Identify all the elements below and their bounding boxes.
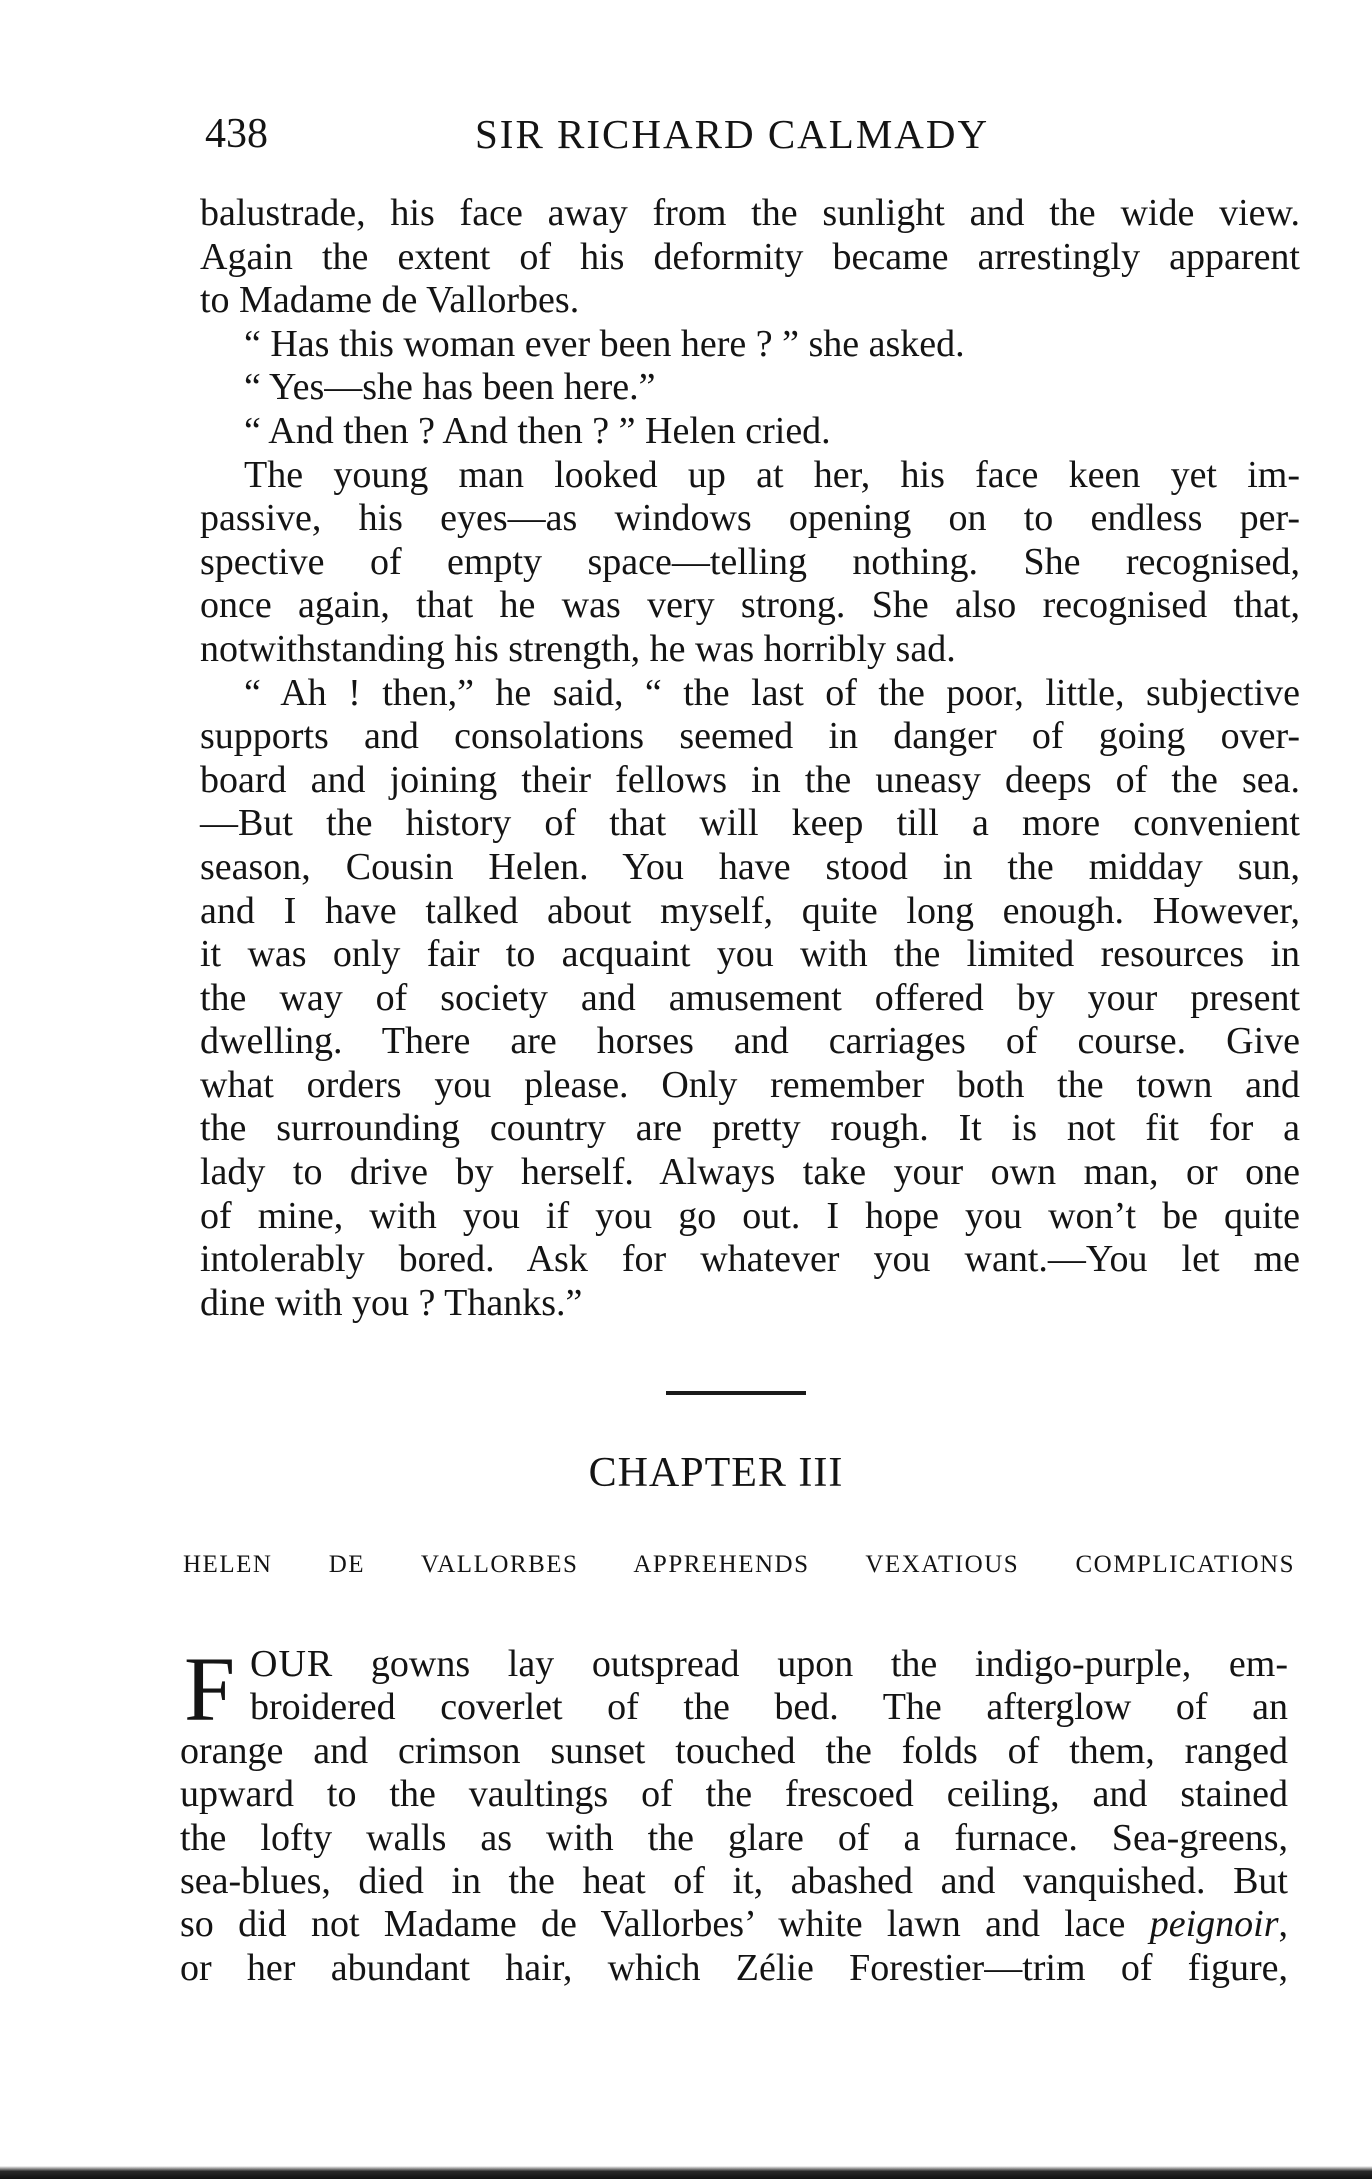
body-line: “ Ah ! then,” he said, “ the last of the poor, little, subjective [244, 671, 1300, 714]
body-line: the way of society and amusement offered by your present [200, 976, 1300, 1019]
body-line: “ Yes—she has been here.” [244, 366, 656, 409]
chapter-line: upward to the vaultings of the frescoed ceiling, and stained [180, 1773, 1288, 1816]
section-divider [666, 1391, 806, 1395]
running-title: SIR RICHARD CALMADY [475, 111, 990, 157]
body-line: once again, that he was very strong. She also recognised that, [200, 584, 1300, 627]
chapter-line: broidered coverlet of the bed. The afterglow of an [250, 1686, 1288, 1729]
body-line: passive, his eyes—as windows opening on to endless per- [200, 497, 1300, 540]
body-text [200, 192, 1300, 1325]
body-line: and I have talked about myself, quite long enough. However, [200, 889, 1300, 932]
chapter-subtitle: HELEN DE VALLORBES APPREHENDS VEXATIOUS COMPLICATIONS [183, 1551, 1295, 1578]
body-line: the surrounding country are pretty rough. It is not fit for a [200, 1107, 1300, 1150]
body-line: The young man looked up at her, his face keen yet im- [244, 453, 1300, 496]
body-line: balustrade, his face away from the sunlight and the wide view. [200, 192, 1300, 234]
body-line: to Madame de Vallorbes. [200, 279, 580, 322]
body-line: lady to drive by herself. Always take your own man, or one [200, 1151, 1300, 1194]
chapter-line [180, 1903, 1288, 1946]
body-line: dine with you ? Thanks.” [200, 1281, 583, 1324]
body-line: what orders you please. Only remember both the town and [200, 1063, 1300, 1106]
drop-cap-paragraph-start [180, 1638, 1288, 1740]
body-line: —But the history of that will keep till a more convenient [200, 802, 1300, 845]
body-line: “ And then ? And then ? ” Helen cried. [244, 409, 831, 452]
running-head [205, 104, 1315, 164]
body-line: board and joining their fellows in the uneasy deeps of the sea. [200, 758, 1300, 801]
body-line: supports and consolations seemed in danger of going over- [200, 715, 1300, 758]
body-line: it was only fair to acquaint you with the limited resources in [200, 933, 1300, 976]
line-punctuation: , [1278, 1903, 1288, 1946]
body-line: of mine, with you if you go out. I hope you won’t be quite [200, 1194, 1300, 1237]
italic-word: peignoir [1149, 1903, 1279, 1946]
body-line: season, Cousin Helen. You have stood in the midday sun, [200, 845, 1300, 888]
drop-cap: F [184, 1638, 236, 1740]
page-bottom-edge [0, 2166, 1372, 2179]
chapter-line: or her abundant hair, which Zélie Forestier—trim of figure, [180, 1946, 1288, 1989]
body-line: spective of empty space—telling nothing. She recognised, [200, 540, 1300, 583]
chapter-line: the lofty walls as with the glare of a furnace. Sea-greens, [180, 1816, 1288, 1859]
body-line: Again the extent of his deformity became arrestingly apparent [200, 235, 1300, 278]
line-text: so did not Madame de Vallorbes’ white lawn and lace [180, 1903, 1150, 1946]
first-word-smallcaps: OUR [250, 1643, 334, 1685]
body-line: intolerably bored. Ask for whatever you want.—You let me [200, 1238, 1300, 1281]
body-line: dwelling. There are horses and carriages of course. Give [200, 1020, 1300, 1063]
page-number: 438 [205, 111, 268, 157]
chapter-line: sea-blues, died in the heat of it, abashed and vanquished. But [180, 1859, 1288, 1902]
chapter-heading: CHAPTER III [588, 1450, 844, 1496]
chapter-line [180, 1643, 1288, 1686]
body-line: “ Has this woman ever been here ? ” she asked. [244, 322, 965, 365]
first-line-text: gowns lay outspread upon the indigo-purple, em- [333, 1643, 1288, 1685]
chapter-text [180, 1638, 1288, 1990]
body-line: notwithstanding his strength, he was horribly sad. [200, 627, 956, 670]
chapter-line: orange and crimson sunset touched the folds of them, ranged [180, 1729, 1288, 1772]
